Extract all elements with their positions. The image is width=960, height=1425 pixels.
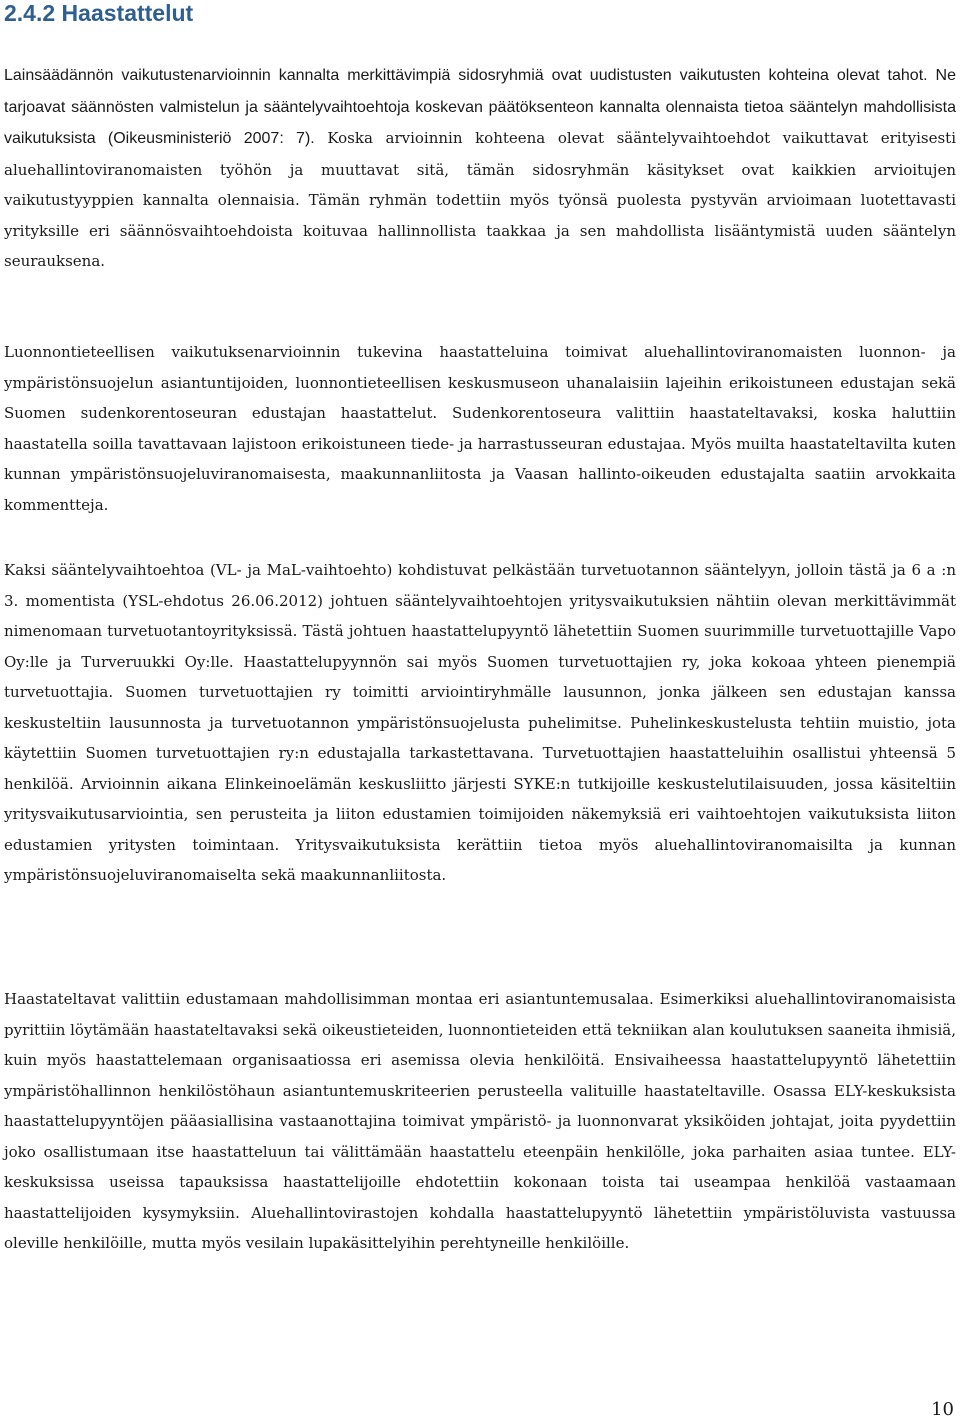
document-page — [4, 0, 957, 1252]
paragraph-2: Luonnontieteellisen vaikutuksenarvioinnin tukevina haastatteluina toimivat aluehallintoviranomaisten luonnon- ja ympäristönsuojelun asiantuntijoiden, luonnontieteellisen keskusmuseon uhanalaisiin lajeihin erikoistuneen edustajan sekä Suomen sudenkorentoseuran edustajan haastattelut. Sudenkorentoseura valittiin haastateltavaksi, koska haluttiin haastatella soilla tavattavaan lajistoon erikoistuneen tiede- ja harrastusseuran edustajaa. Myös muilta haastateltavilta kuten kunnan ympäristönsuojeluviranomaisesta, maakunnanliitosta ja Vaasan hallinto-oikeuden edustajalta saatiin arvokkaita kommentteja. — [4, 343, 956, 514]
paragraph-1-serif-text: Koska arvioinnin kohteena olevat sääntelyvaihtoehdot vaikuttavat erityisesti aluehallintoviranomaisten työhön ja muuttavat sitä, tämän sidosryhmän käsitykset ovat kaikkien arvioitujen vaikutustyyppien kannalta olennaisia. Tämän ryhmän todettiin myös työnsä puolesta pystyvän arvioimaan luotettavasti yrityksille eri säännösvaihtoehdoista koituvaa hallinnollista taakkaa ja sen mahdollista lisääntymistä uuden sääntelyn seurauksena. — [4, 129, 957, 270]
page-number: 10 — [931, 1399, 954, 1420]
paragraph-4: Haastateltavat valittiin edustamaan mahdollisimman montaa eri asiantuntemusalaa. Esimerkiksi aluehallintoviranomaisista pyrittiin löytämään haastateltavaksi sekä oikeustieteiden, luonnontieteiden että tekniikan alan koulutuksen saaneita ihmisiä, kuin myös haastattelemaan organisaatiossa eri asemissa olevia henkilöitä. Ensivaiheessa haastattelupyyntö lähetettiin ympäristöhallinnon henkilöstöhaun asiantuntemuskriteerien perusteella valituille haastateltaville. Osassa ELY-keskuksista haastattelupyyntöjen pääasiallisina vastaanottajina toimivat ympäristö- ja luonnonvarat yksiköiden johtajat, joita pyydettiin joko osallistumaan itse haastatteluun tai välittämään haastattelu eteenpäin henkilölle, joka parhaiten asiaa tuntee. ELY-keskuksissa useissa tapauksissa haastattelijoille ehdotettiin kokonaan toista tai useampaa henkilöä vastaamaan haastattelijoiden kysymyksiin. Aluehallintovirastojen kohdalla haastattelupyyntö lähetettiin ympäristöluvista vastuussa oleville henkilöille, mutta myös vesilain lupakäsittelyihin perehtyneille henkilöille. — [4, 990, 956, 1252]
section-heading: 2.4.2 Haastattelut — [4, 0, 194, 26]
paragraph-1 — [4, 60, 956, 277]
paragraph-1-sans-text: Lainsäädännön vaikutustenarvioinnin kannalta merkittävimpiä sidosryhmiä ovat uudistusten vaikutusten kohteina olevat tahot. Ne tarjoavat säännösten valmistelun ja sääntelyvaihtoehtoja koskevan päätöksenteon kannalta olennaista tietoa sääntelyn mahdollisista vaikutuksista (Oikeusministeriö 2007: 7). — [4, 67, 956, 147]
paragraph-3: Kaksi sääntelyvaihtoehtoa (VL- ja MaL-vaihtoehto) kohdistuvat pelkästään turvetuotannon sääntelyyn, jolloin tästä ja 6 a :n 3. momentista (YSL-ehdotus 26.06.2012) johtuen sääntelyvaihtoehtojen yritysvaikutuksien nähtiin olevan merkittävimmät nimenomaan turvetuotantoyrityksissä. Tästä johtuen haastattelupyyntö lähetettiin Suomen suurimmille turvetuottajille Vapo Oy:lle ja Turveruukki Oy:lle. Haastattelupyynnön sai myös Suomen turvetuottajien ry, joka kokoaa yhteen pienempiä turvetuottajia. Suomen turvetuottajien ry toimitti arviointiryhmälle lausunnon, jonka jälkeen sen edustajan kanssa keskusteltiin lausunnosta ja turvetuotannon ympäristönsuojelusta puhelimitse. Puhelinkeskustelusta tehtiin muistio, jota käytettiin Suomen turvetuottajien ry:n edustajalla tarkastettavana. Turvetuottajien haastatteluihin osallistui yhteensä 5 henkilöä. Arvioinnin aikana Elinkeinoelämän keskusliitto järjesti SYKE:n tutkijoille keskustelutilaisuuden, jossa käsiteltiin yritysvaikutusarviointia, sen perusteita ja liiton edustamien toimijoiden näkemyksiä eri vaihtoehtojen vaikutuksista liiton edustamien yritysten toimintaan. Yritysvaikutuksista kerättiin tietoa myös aluehallintoviranomaisilta ja kunnan ympäristönsuojeluviranomaiselta sekä maakunnanliitosta. — [4, 561, 956, 884]
